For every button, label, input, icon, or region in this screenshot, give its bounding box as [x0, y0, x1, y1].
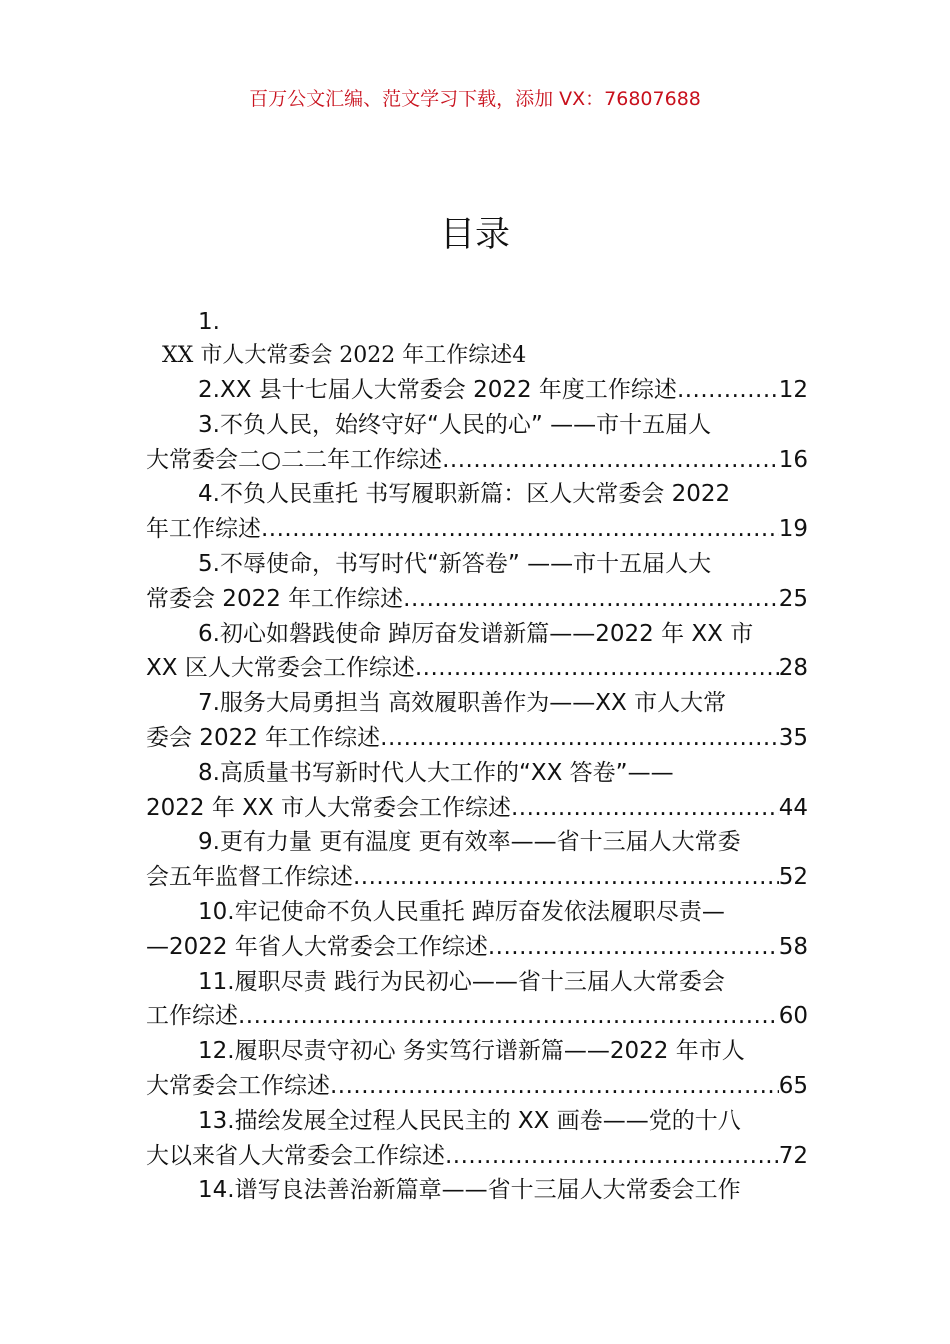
toc-entry-title-line1: 11.履职尽责 践行为民初心——省十三届人大常委会: [198, 968, 725, 995]
toc-entry-1-title: [146, 339, 808, 373]
toc-entry-page: 44: [778, 794, 808, 821]
toc-entry-page: 16: [778, 446, 808, 473]
toc-entry-title-text: 2022 年 XX 市人大常委会工作综述: [146, 794, 511, 821]
toc-entry-title-text: 大常委会工作综述: [146, 1072, 330, 1099]
toc-entry-page: 65: [778, 1072, 808, 1099]
toc-entry-title-text: 工作综述: [146, 1003, 238, 1030]
toc-entry-page: 25: [778, 585, 808, 612]
toc-entry-page: 58: [778, 933, 808, 960]
dot-leader: [415, 651, 779, 686]
toc-entry-1-number: 1.: [198, 309, 220, 335]
dot-leader: [442, 443, 779, 478]
toc-entry-page: 35: [778, 724, 808, 751]
toc-entries: [146, 408, 808, 1174]
page-title: 目录: [439, 215, 510, 255]
toc-entry: [146, 825, 808, 895]
toc-entry: [146, 408, 808, 478]
toc-entry-page: 19: [778, 516, 808, 543]
toc-entry: [146, 895, 808, 965]
toc-entry-page: 60: [778, 1003, 808, 1030]
toc-entry: [146, 965, 808, 1035]
toc-entry-title: 2.XX 县十七届人大常委会 2022 年度工作综述: [198, 377, 677, 403]
toc-entry-title-text: 大常委会二○二二年工作综述: [146, 446, 443, 473]
toc-entry-title-text: —2022 年省人大常委会工作综述: [146, 933, 488, 960]
dot-leader: [330, 1069, 779, 1104]
toc-entry-title-line1: 5.不辱使命，书写时代“新答卷” ——市十五届人大: [198, 550, 712, 577]
toc-entry-page: 52: [778, 864, 808, 891]
dot-leader: [403, 582, 779, 617]
toc-entry-title-line2: [146, 999, 808, 1034]
toc-entry-1-title-text: XX 市人大常委会 2022 年工作综述: [162, 343, 513, 368]
toc-entry-title-line1: 8.高质量书写新时代人大工作的“XX 答卷”——: [198, 759, 674, 786]
toc-entry-title-line2: [146, 791, 808, 826]
toc-entry: [146, 617, 808, 687]
dot-leader: [261, 512, 779, 547]
toc-entry-title-line2: [146, 512, 808, 547]
toc-entry-title-line2: [146, 860, 808, 895]
toc-entry-title-line1: 3.不负人民，始终守好“人民的心” ——市十五届人: [198, 411, 712, 438]
dot-leader: [511, 791, 779, 826]
dot-leader: [353, 860, 779, 895]
dot-leader: [238, 999, 779, 1034]
toc-entry-title-line2: [146, 582, 808, 617]
toc-entry-title-line1: 12.履职尽责守初心 务实笃行谱新篇——2022 年市人: [198, 1038, 745, 1065]
toc-entry-title-line1: 10.牢记使命不负人民重托 踔厉奋发依法履职尽责—: [198, 898, 725, 925]
toc-entry-title-line2: [146, 1069, 808, 1104]
dot-leader: [380, 721, 779, 756]
toc-entry-1-page: 4: [512, 343, 527, 368]
toc-entry-14: 14.谱写良法善治新篇章——省十三届人大常委会工作: [198, 1177, 741, 1204]
toc-entry-page: 72: [778, 1142, 808, 1169]
dot-leader: [677, 373, 779, 408]
toc-entry-2: [146, 373, 808, 408]
toc-entry-title-text: 年工作综述: [146, 516, 261, 543]
toc-entry-title-line1: 6.初心如磐践使命 踔厉奋发谱新篇——2022 年 XX 市: [198, 620, 754, 647]
toc-entry: [146, 547, 808, 617]
toc-entry-title-text: 会五年监督工作综述: [146, 864, 353, 891]
toc-entry-title-line1: 4.不负人民重托 书写履职新篇：区人大常委会 2022: [198, 481, 731, 508]
dot-leader: [445, 1139, 779, 1174]
header-banner: 百万公文汇编、范文学习下载，添加 VX：76807688: [249, 88, 701, 110]
toc-entry: [146, 1104, 808, 1174]
toc-entry-title-line2: [146, 443, 808, 478]
toc-entry-title-line2: [146, 651, 808, 686]
toc-entry: [146, 686, 808, 756]
toc-entry-title-line2: [146, 721, 808, 756]
dot-leader: [488, 930, 779, 965]
toc-entry-title-text: XX 区人大常委会工作综述: [146, 655, 415, 682]
toc-entry: [146, 756, 808, 826]
toc-entry: [146, 477, 808, 547]
toc-entry-title-text: 委会 2022 年工作综述: [146, 724, 381, 751]
toc-entry-title-text: 大以来省人大常委会工作综述: [146, 1142, 445, 1169]
toc-entry-title-line2: [146, 1139, 808, 1174]
toc-entry-title-line1: 9.更有力量 更有温度 更有效率——省十三届人大常委: [198, 829, 741, 856]
toc-entry: [146, 1034, 808, 1104]
toc-entry-title-line2: [146, 930, 808, 965]
toc-entry-page: 28: [778, 655, 808, 682]
toc-entry-title-line1: 7.服务大局勇担当 高效履职善作为——XX 市人大常: [198, 690, 727, 717]
toc-entry-title-text: 常委会 2022 年工作综述: [146, 585, 404, 612]
toc-entry-page: 12: [778, 377, 808, 403]
table-of-contents: [146, 304, 808, 1208]
toc-entry-title-line1: 13.描绘发展全过程人民民主的 XX 画卷——党的十八: [198, 1107, 741, 1134]
